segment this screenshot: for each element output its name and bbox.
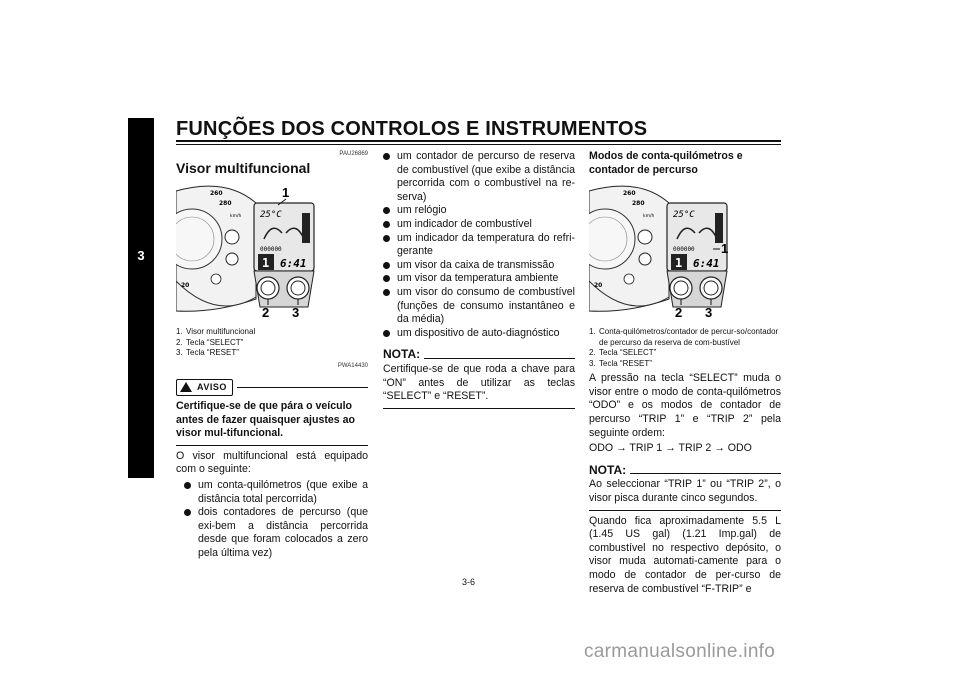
caption-item: 2. Tecla “SELECT”	[589, 348, 657, 358]
note-text: Ao seleccionar “TRIP 1” ou “TRIP 2”, o visor pisca durante cinco segundos.	[589, 478, 781, 510]
column-1	[176, 150, 368, 561]
list-item: um dispositivo de auto-diagnóstico	[383, 327, 575, 341]
list-item: um indicador da temperatura do refri-gerante	[383, 232, 575, 259]
column-2	[383, 150, 575, 413]
page-header-title: FUNÇÕES DOS CONTROLOS E INSTRUMENTOS	[176, 118, 648, 140]
bullet-icon	[383, 153, 390, 160]
caption-item: 3. Tecla “RESET”	[589, 358, 652, 368]
mode-sequence: ODO → TRIP 1 → TRIP 2 → ODO	[589, 442, 752, 455]
warning-text: Certifique-se de que pára o veículo antes de fazer quaisquer ajustes ao visor mul-tifuncional.	[176, 400, 368, 446]
svg-text:1: 1	[262, 256, 270, 270]
svg-text:260: 260	[623, 190, 636, 198]
bullet-icon	[383, 262, 390, 269]
column-3	[589, 150, 781, 598]
chapter-side-tab	[128, 118, 154, 478]
svg-text:3: 3	[292, 305, 300, 320]
caption-item: 1. Conta-quilómetros/contador de percur-so/contador de percurso da reserva de com-bustível	[589, 327, 779, 347]
svg-text:1: 1	[721, 241, 729, 257]
svg-text:000000: 000000	[673, 246, 695, 254]
watermark: carmanualsonline.info	[584, 641, 776, 662]
note-rule	[424, 358, 575, 359]
svg-text:280: 280	[632, 200, 645, 208]
note-rule	[630, 473, 781, 474]
list-item: um conta-quilómetros (que exibe a distância total percorrida)	[184, 479, 368, 506]
caption-item: 2. Tecla “SELECT”	[176, 337, 244, 347]
odometer-illustration	[589, 181, 729, 323]
svg-text:20: 20	[594, 282, 603, 290]
caption-item: 3. Tecla “RESET”	[176, 348, 239, 357]
feature-list	[184, 479, 368, 561]
svg-text:3: 3	[705, 305, 713, 321]
svg-text:km/h: km/h	[230, 214, 242, 219]
section-heading: Visor multifuncional	[176, 160, 311, 176]
bullet-icon	[184, 509, 191, 516]
list-item: um indicador de combustível	[383, 218, 575, 232]
warning-header	[176, 379, 368, 397]
reserve-paragraph: Quando fica aproximadamente 5.5 L (1.45 US gal) (1.21 Imp.gal) de combustível no respectivo depósito, o visor muda automati-camente para o modo de contador de per-curso de reserva de combustível “F-TRIP” e	[589, 514, 781, 595]
warning-rule	[237, 387, 368, 388]
list-item: um relógio	[383, 204, 575, 218]
caption-item: 1. Visor multifuncional	[176, 327, 256, 336]
svg-text:2: 2	[675, 305, 683, 321]
bullet-icon	[383, 207, 390, 214]
svg-text:280: 280	[219, 200, 232, 207]
bullet-icon	[184, 482, 191, 489]
svg-text:260: 260	[210, 190, 223, 197]
svg-text:2: 2	[262, 305, 270, 320]
list-item: um visor da caixa de transmissão	[383, 259, 575, 273]
section-code: PAU26869	[339, 151, 368, 157]
warning-code: PWA14430	[337, 362, 368, 369]
warning-label: AVISO	[197, 381, 227, 392]
page-number: 3-6	[462, 577, 476, 587]
svg-text:25°C: 25°C	[260, 210, 282, 220]
svg-text:000000: 000000	[260, 246, 282, 253]
bullet-icon	[383, 235, 390, 242]
svg-text:6:41: 6:41	[280, 257, 307, 270]
note-label: NOTA:	[589, 462, 627, 477]
list-item: um visor da temperatura ambiente	[383, 272, 575, 286]
subsection-heading: Modos de conta-quilómetros e contador de percurso	[589, 150, 743, 176]
note-label: NOTA:	[383, 347, 421, 362]
list-item: um contador de percurso de reserva de combustível (que exibe a distância percorrida com o combustível na re-serva)	[383, 150, 575, 204]
warning-triangle-icon	[180, 382, 192, 392]
odometer-figure	[589, 181, 729, 323]
svg-text:1: 1	[282, 185, 290, 200]
figure-captions	[589, 327, 781, 369]
note-header	[589, 464, 781, 478]
header-rule-thin	[176, 144, 781, 145]
warning-badge	[176, 379, 233, 397]
feature-list-continued	[383, 150, 575, 340]
note-text: Certifique-se de que roda a chave para “ON” antes de utilizar as teclas “SELECT” e “RESET”.	[383, 363, 575, 409]
svg-text:1: 1	[675, 256, 683, 271]
svg-text:25°C: 25°C	[673, 210, 695, 221]
mode-paragraph: A pressão na tecla “SELECT” muda o visor entre o modo de conta-quilómetros “ODO” e os modos de contador de percurso “TRIP 1” e “TRIP 2” pela seguinte ordem:	[589, 372, 781, 439]
intro-paragraph: O visor multifuncional está equipado com o seguinte:	[176, 449, 368, 476]
list-item: um visor do consumo de combustível (funções de consumo instantâneo e da média)	[383, 286, 575, 327]
note-header	[383, 348, 575, 362]
bullet-icon	[383, 330, 390, 337]
bullet-icon	[383, 275, 390, 282]
svg-text:6:41: 6:41	[693, 257, 720, 271]
bullet-icon	[383, 289, 390, 296]
instrument-panel-illustration	[176, 181, 316, 323]
instrument-panel-figure	[176, 181, 316, 323]
svg-text:km/h: km/h	[643, 214, 655, 220]
header-rule	[176, 140, 781, 142]
svg-text:20: 20	[181, 282, 190, 289]
chapter-number: 3	[137, 248, 145, 263]
figure-captions	[176, 327, 368, 359]
list-item: dois contadores de percurso (que exi-bem a distância percorrida desde que foram colocados a zero pela última vez)	[184, 506, 368, 560]
bullet-icon	[383, 221, 390, 228]
